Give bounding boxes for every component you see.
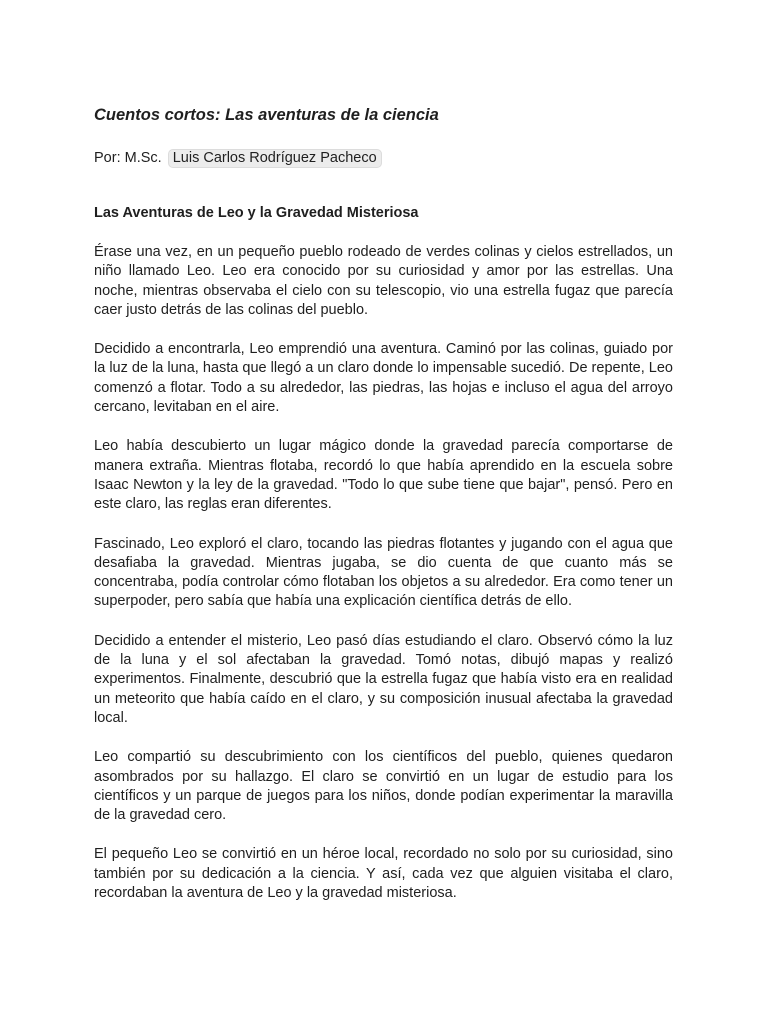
paragraph-7: El pequeño Leo se convirtió en un héroe local, recordado no solo por su curiosidad, sino también por su dedicación a la ciencia. Y así, cada vez que alguien visitaba el claro, recordaban la aventura de Leo y la gravedad misteriosa. xyxy=(94,846,673,902)
document-title: Cuentos cortos: Las aventuras de la ciencia xyxy=(94,106,439,124)
author-chip[interactable]: Luis Carlos Rodríguez Pacheco xyxy=(168,149,382,168)
paragraph-4: Fascinado, Leo exploró el claro, tocando las piedras flotantes y jugando con el agua que desafiaba la gravedad. Mientras jugaba, se dio cuenta de que cuanto más se concentraba, podía controlar cómo flotaban los objetos a su alrededor. Era como tener un superpoder, pero sabía que había una explicación científica detrás de ello. xyxy=(94,535,673,610)
paragraph-5: Decidido a entender el misterio, Leo pasó días estudiando el claro. Observó cómo la luz de la luna y el sol afectaban la gravedad. Tomó notas, dibujó mapas y realizó experimentos. Finalmente, descubrió que la estrella fugaz que había visto era en realidad un meteorito que había caído en el claro, y su composición inusual afectaba la gravedad local. xyxy=(94,632,673,726)
paragraph-3: Leo había descubierto un lugar mágico donde la gravedad parecía comportarse de manera extraña. Mientras flotaba, recordó lo que había aprendido en la escuela sobre Isaac Newton y la ley de la gravedad. "Todo lo que sube tiene que bajar", pensó. Pero en este claro, las reglas eran diferentes. xyxy=(94,438,673,513)
byline xyxy=(94,149,673,168)
document-page xyxy=(94,104,673,918)
byline-prefix: Por: M.Sc. xyxy=(94,150,162,166)
story-title: Las Aventuras de Leo y la Gravedad Misteriosa xyxy=(94,205,419,221)
paragraph-2: Decidido a encontrarla, Leo emprendió una aventura. Caminó por las colinas, guiado por la luz de la luna, hasta que llegó a un claro donde lo impensable sucedió. De repente, Leo comenzó a flotar. Todo a su alrededor, las piedras, las hojas e incluso el agua del arroyo cercano, levitaban en el aire. xyxy=(94,341,673,416)
paragraph-1: Érase una vez, en un pequeño pueblo rodeado de verdes colinas y cielos estrellados, un niño llamado Leo. Leo era conocido por su curiosidad y amor por las estrellas. Una noche, mientras observaba el cielo con su telescopio, vio una estrella fugaz que parecía caer justo detrás de las colinas del pueblo. xyxy=(94,244,673,318)
paragraph-6: Leo compartió su descubrimiento con los científicos del pueblo, quienes quedaron asombrados por su hallazgo. El claro se convirtió en un lugar de estudio para los científicos y un parque de juegos para los niños, donde podían experimentar la maravilla de la gravedad cero. xyxy=(94,749,673,824)
